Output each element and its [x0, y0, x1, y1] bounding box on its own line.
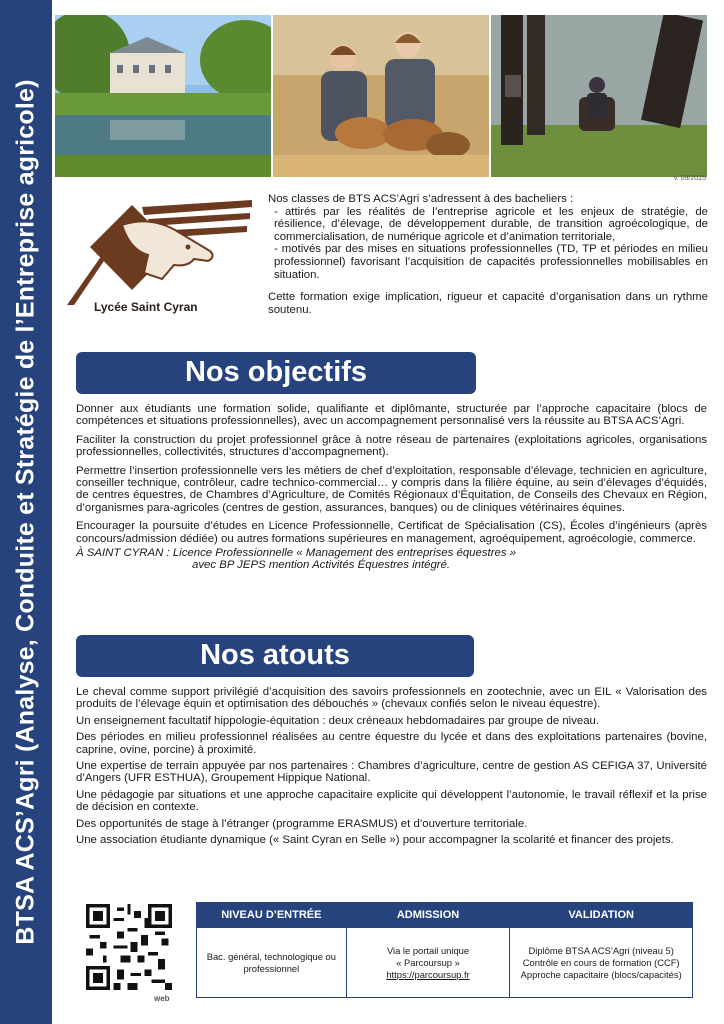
objectifs-block [76, 403, 707, 572]
atout-paragraph: Des opportunités de stage à l’étranger (programme ERASMUS) et d’ouverture territoriale. [76, 817, 528, 830]
intro-closing: Cette formation exige implication, rigueur et capacité d’organisation dans un rythme soutenu. [268, 291, 708, 316]
header-admission: ADMISSION [346, 903, 510, 928]
objectif-paragraph: Permettre l’insertion professionnelle vers les métiers de chef d’exploitation, responsable d’élevage, technicien en agriculture, conseiller technique, contrôleur, cadre technico-commercial… y compris dans la filière équine, au sein d’élevages d’équidés, de centres équestres, de Chambres d’Agriculture, de Comités Régionaux d’Équitation, de Conseils des Chevaux en Région, d’organismes para-agricoles (centres de gestion, assurances, banques) ou de cliniques vétérinaires équines. [76, 464, 707, 514]
version-label: v. 09/2025 [673, 175, 706, 182]
cell-admission [346, 928, 510, 998]
niveau-text: Bac. général, technologique ou professionnel [206, 950, 336, 974]
saint-cyran-line: À SAINT CYRAN : Licence Professionnelle « Management des entreprises équestres » [76, 547, 517, 560]
atout-paragraph: Une expertise de terrain appuyée par nos partenaires : Chambres d’agriculture, centre de gestion AS CEFIGA 37, Université d’Angers (UFR ESTHUA), Groupement Hippique National. [76, 760, 707, 785]
atout-paragraph: Un enseignement facultatif hippologie-équitation : deux créneaux hebdomadaires par groupe de niveau. [76, 714, 600, 727]
validation-line: Contrôle en cours de formation (CCF) [522, 956, 680, 968]
parcoursup-link[interactable]: https://parcoursup.fr [386, 968, 470, 980]
atout-paragraph: Le cheval comme support privilégié d’acquisition des savoirs professionnels en zootechnie, avec un EIL « Valorisation des produits de l’élevage équin et optimisation des débouchés » (chevaux confiés selon le niveau équestre). [76, 686, 707, 711]
objectif-paragraph: Faciliter la construction du projet professionnel grâce à notre réseau de partenaires (exploitations agricoles, organisations professionnelles, collectivités, structures d’accompagnement). [76, 433, 707, 459]
header-niveau: NIVEAU D’ENTRÉE [197, 903, 347, 928]
students-goats-photo [273, 15, 489, 177]
header-validation: VALIDATION [510, 903, 693, 928]
validation-line: Approche capacitaire (blocs/capacités) [520, 968, 682, 980]
admission-line: « Parcoursup » [396, 956, 460, 968]
objectif-paragraph: Encourager la poursuite d’études en Licence Professionnelle, Certificat de Spécialisation (CS), Écoles d’ingénieurs (après concours/admission dédiée) ou autres formations supérieures en management, agroéquipement, agroécologie, commerce. [76, 520, 707, 545]
chateau-photo [55, 15, 271, 177]
objectif-paragraph: Donner aux étudiants une formation solide, qualifiante et diplômante, structurée par l’approche capacitaire (blocs de compétences et situations professionnelles), avec un accompagnement personnalisé vers la réussite au BTSA ACS’Agri. [76, 403, 707, 428]
side-band [0, 0, 52, 1024]
side-title: BTSA ACS’Agri (Analyse, Conduite et Stratégie de l’Entreprise agricole) [11, 79, 40, 945]
intro-bullet: - motivés par des mises en situations professionnelles (TD, TP et périodes en milieu professionnel) favorisant l’acquisition de capacités professionnelles mobilisables en situation. [274, 243, 708, 281]
qr-code[interactable] [86, 904, 172, 990]
intro-block [268, 193, 708, 316]
info-table [196, 902, 693, 998]
atout-paragraph: Des périodes en milieu professionnel réalisées au centre équestre du lycée et dans des exploitations partenaires (bovine, caprine, ovine, porcine) à proximité. [76, 731, 707, 756]
validation-line: Diplôme BTSA ACS’Agri (niveau 5) [528, 944, 674, 956]
table-row [197, 928, 693, 998]
horse-rider-photo [491, 15, 707, 177]
atout-paragraph: Une association étudiante dynamique (« Saint Cyran en Selle ») pour accompagner la scolarité et financer des projets. [76, 834, 674, 847]
atout-paragraph: Une pédagogie par situations et une approche capacitaire explicite qui développent l’autonomie, le travail réflexif et la prise de décision en contexte. [76, 788, 707, 814]
header-photos [55, 15, 707, 177]
admission-line: Via le portail unique [386, 944, 470, 956]
saint-cyran-line: avec BP JEPS mention Activités Équestres intégré. [192, 559, 451, 572]
cell-niveau [197, 928, 347, 998]
qr-label: web [154, 994, 170, 1003]
cell-validation [510, 928, 693, 998]
atouts-heading: Nos atouts [76, 635, 474, 677]
intro-bullet: - attirés par les réalités de l’entreprise agricole et les enjeux de stratégie, de résilience, d’élevage, de développement durable, de transition agroécologique, de commercialisation, de numérique agricole et d’animation territoriale, [274, 205, 708, 243]
intro-lead: Nos classes de BTS ACS’Agri s’adressent à des bacheliers : [268, 193, 574, 205]
objectifs-heading: Nos objectifs [76, 352, 476, 394]
atouts-block [76, 686, 707, 850]
school-name: Lycée Saint Cyran [94, 300, 198, 314]
